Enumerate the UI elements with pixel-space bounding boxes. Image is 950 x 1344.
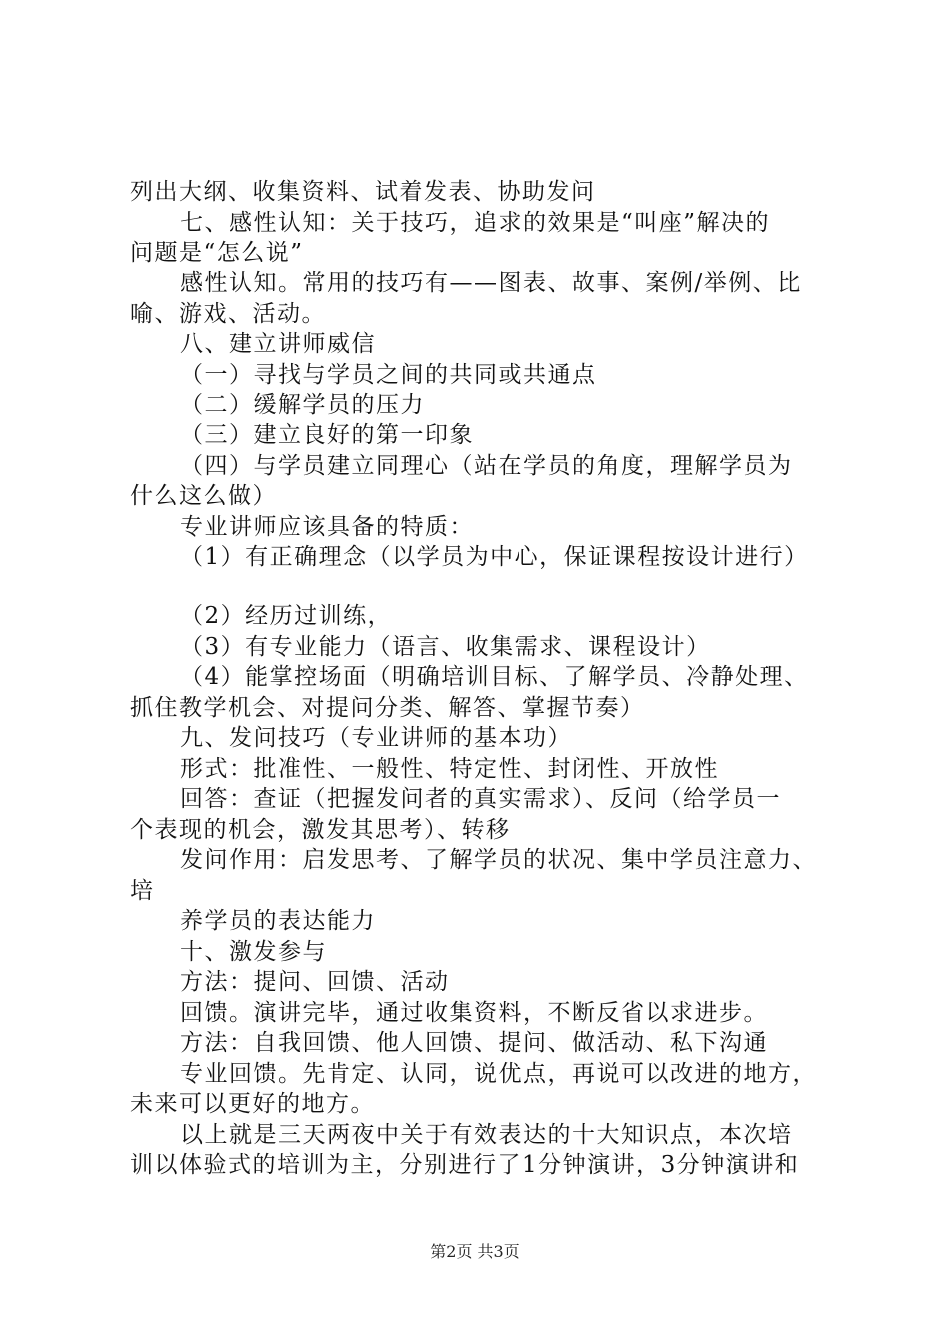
text-line: （一）寻找与学员之间的共同或共通点 (180, 362, 597, 388)
text-line: 专业讲师应该具备的特质： (180, 514, 474, 540)
text-line: （三）建立良好的第一印象 (180, 422, 474, 448)
text-line: 以上就是三天两夜中关于有效表达的十大知识点，本次培 (180, 1122, 793, 1148)
text-line: 个表现的机会，激发其思考）、转移 (130, 817, 511, 843)
text-line: 列出大纲、收集资料、试着发表、协助发问 (130, 179, 596, 205)
text-line: 感性认知。常用的技巧有——图表、故事、案例/举例、比 (180, 270, 802, 296)
text-line: 问题是“怎么说” (130, 240, 304, 266)
text-line: 专业回馈。先肯定、认同，说优点，再说可以改进的地方， (180, 1061, 817, 1087)
text-line: （3）有专业能力（语言、收集需求、课程设计） (180, 634, 711, 660)
text-line: 十、激发参与 (180, 939, 327, 965)
text-line: 喻、游戏、活动。 (130, 301, 326, 327)
text-line: 回馈。演讲完毕，通过收集资料，不断反省以求进步。 (180, 1000, 768, 1026)
text-line: 什么这么做） (130, 483, 277, 509)
page-number-footer: 第2页 共3页 (430, 1242, 520, 1261)
text-line: 回答：查证（把握发问者的真实需求）、反问（给学员一 (180, 786, 781, 812)
text-line: 九、发问技巧（专业讲师的基本功） (180, 725, 572, 751)
text-line: 未来可以更好的地方。 (130, 1091, 375, 1117)
text-line: （4）能掌控场面（明确培训目标、了解学员、冷静处理、 (180, 664, 809, 690)
text-line: 养学员的表达能力 (180, 908, 376, 934)
text-line: （四）与学员建立同理心（站在学员的角度，理解学员为 (180, 453, 793, 479)
text-line: 训以体验式的培训为主，分别进行了1分钟演讲，3分钟演讲和 (130, 1152, 800, 1178)
text-line: 方法：提问、回馈、活动 (180, 969, 450, 995)
text-line: 抓住教学机会、对提问分类、解答、掌握节奏） (130, 695, 645, 721)
text-line: （1）有正确理念（以学员为中心，保证课程按设计进行） (180, 544, 809, 570)
text-line: 发问作用：启发思考、了解学员的状况、集中学员注意力、 (180, 847, 817, 873)
text-line: （2）经历过训练， (180, 603, 393, 629)
text-line: 培 (130, 878, 155, 904)
text-line: （二）缓解学员的压力 (180, 392, 425, 418)
text-line: 方法：自我回馈、他人回馈、提问、做活动、私下沟通 (180, 1030, 768, 1056)
text-line: 形式：批准性、一般性、特定性、封闭性、开放性 (180, 756, 719, 782)
text-line: 七、感性认知：关于技巧，追求的效果是“叫座”解决的 (180, 210, 771, 236)
text-line: 八、建立讲师威信 (180, 331, 376, 357)
